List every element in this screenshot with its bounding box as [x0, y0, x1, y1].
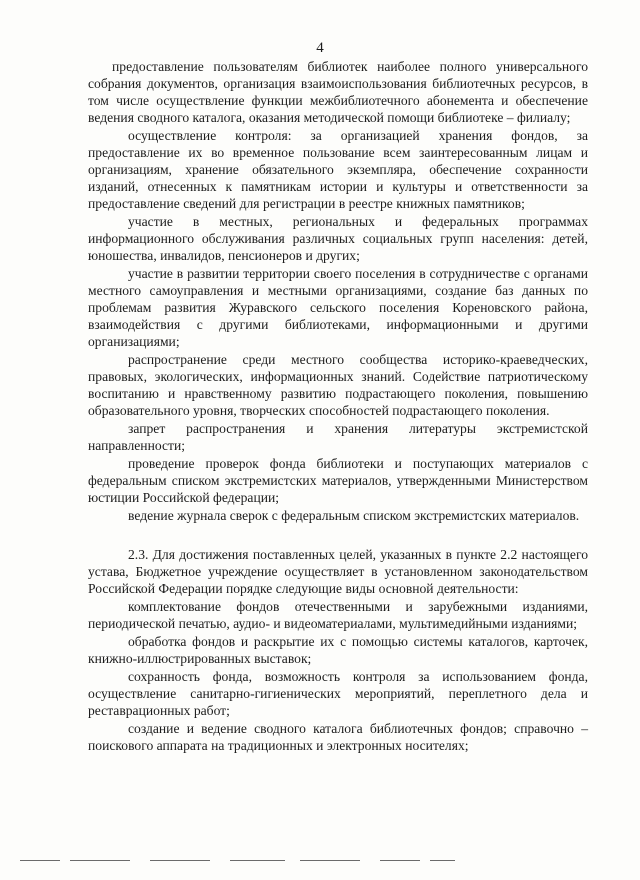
document-body: [88, 58, 588, 755]
scan-line: [380, 860, 420, 861]
page-number: 4: [316, 40, 324, 56]
paragraph: обработка фондов и раскрытие их с помощью системы каталогов, карточек, книжно-иллюстрированных выставок;: [88, 634, 588, 666]
paragraph: предоставление пользователям библиотек наиболее полного универсального собрания документов, организация взаимоиспользования библиотечных ресурсов, в том числе осуществление функции межбиблиотечного абонемента и обеспечение ведения сводного каталога, оказания методической помощи библиотеке – филиалу;: [88, 59, 588, 125]
paragraph: запрет распространения и хранения литературы экстремистской направленности;: [88, 421, 588, 453]
paragraph: создание и ведение сводного каталога библиотечных фондов; справочно – поискового аппарата на традиционных и электронных носителях;: [88, 721, 588, 753]
scan-line: [70, 860, 130, 861]
section-paragraph: 2.3. Для достижения поставленных целей, указанных в пункте 2.2 настоящего устава, Бюджетное учреждение осуществляет в установленном законодательством Российской Федерации порядке следующие виды основной деятельности:: [88, 547, 588, 596]
scan-line: [20, 860, 60, 861]
paragraph: участие в местных, региональных и федеральных программах информационного обслуживания различных социальных групп населения: детей, юношества, инвалидов, пенсионеров и других;: [88, 214, 588, 263]
paragraph: осуществление контроля: за организацией хранения фондов, за предоставление их во временное пользование всем заинтересованным лицам и организациям, хранение обязательного экземпляра, обеспечение сохранности изданий, отнесенных к памятникам истории и культуры и ответственности за предоставление сведений для регистрации в реестре книжных памятников;: [88, 128, 588, 211]
paragraph: комплектование фондов отечественными и зарубежными изданиями, периодической печатью, аудио- и видеоматериалами, мультимедийными изданиями;: [88, 599, 588, 631]
paragraph: сохранность фонда, возможность контроля за использованием фонда, осуществление санитарно-гигиенических мероприятий, переплетного дела и реставрационных работ;: [88, 669, 588, 718]
scan-edge-lines: [0, 860, 640, 864]
paragraph: распространение среди местного сообщества историко-краеведческих, правовых, экологических, информационных знаний. Содействие патриотическому воспитанию и нравственному развитию подрастающего поколения, повышению образовательного уровня, творческих способностей подрастающего поколения.: [88, 352, 588, 418]
scan-line: [230, 860, 285, 861]
paragraph: участие в развитии территории своего поселения в сотрудничестве с органами местного самоуправления и местными организациями, создание баз данных по проблемам развития Журавского сельского поселения Кореновского района, взаимодействия с другими библиотеками, информационными и другими организациями;: [88, 266, 588, 349]
scan-line: [300, 860, 360, 861]
paragraph: ведение журнала сверок с федеральным списком экстремистских материалов.: [128, 508, 580, 523]
paragraph: проведение проверок фонда библиотеки и поступающих материалов с федеральным списком экстремистских материалов, утвержденными Министерством юстиции Российской федерации;: [88, 456, 588, 505]
scan-line: [430, 860, 455, 861]
scan-line: [150, 860, 210, 861]
